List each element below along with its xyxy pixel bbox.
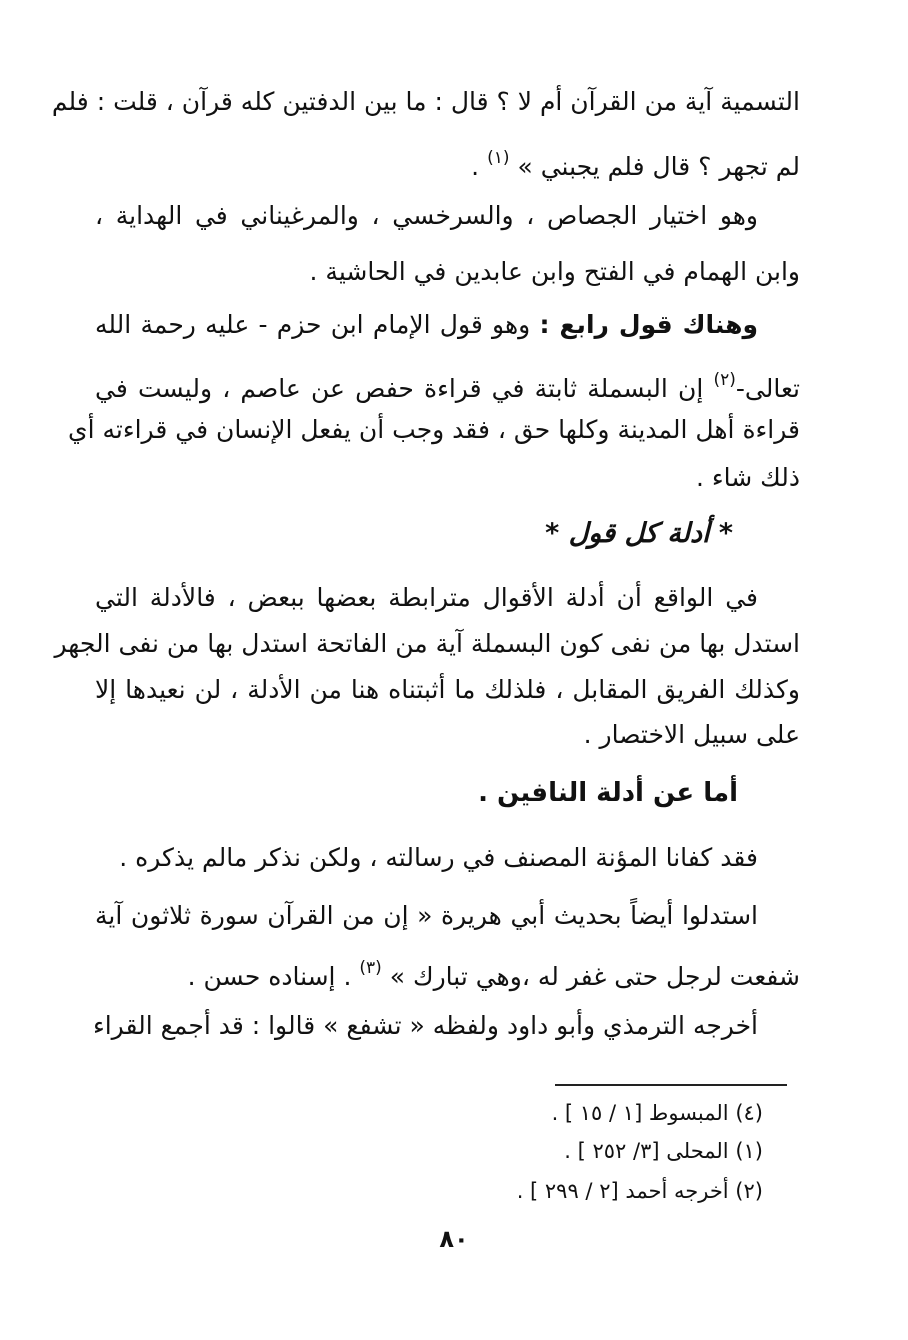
body-line-8: ذلك شاء .	[696, 463, 800, 492]
body-line-15-end: . إسناده حسن .	[187, 962, 352, 991]
body-line-14: استدلوا أيضاً بحديث أبي هريرة « إن من القرآن سورة ثلاثون آية	[95, 901, 758, 930]
body-line-16: أخرجه الترمذي وأبو داود ولفظه « تشفع » قالوا : قد أجمع القراء	[92, 1011, 758, 1040]
body-line-7: قراءة أهل المدينة وكلها حق ، فقد وجب أن يفعل الإنسان في قراءته أي	[68, 415, 800, 444]
body-line-3: وهو اختيار الجصاص ، والسرخسي ، والمرغيناني في الهداية ،	[95, 201, 758, 230]
section-heading-evidence: * أدلة كل قول *	[545, 518, 733, 549]
body-line-5-text: وهو قول الإمام ابن حزم - عليه رحمة الله	[95, 310, 531, 339]
body-line-6-text: إن البسملة ثابتة في قراءة حفص عن عاصم ، وليست في	[95, 374, 704, 403]
body-line-2-text: لم تجهر ؟ قال فلم يجبني »	[517, 152, 800, 181]
body-line-13: فقد كفانا المؤنة المصنف في رسالته ، ولكن نذكر مالم يذكره .	[119, 843, 758, 872]
section-heading-negators: أما عن أدلة النافين .	[478, 778, 738, 808]
footnote-2: (٢) أخرجه أحمد [٢ / ٢٩٩ ] .	[516, 1179, 763, 1203]
body-line-15-text: شفعت لرجل حتى غفر له ،وهي تبارك »	[389, 962, 800, 991]
footnote-ref-3: (٣)	[359, 958, 382, 978]
footnote-ref-1: (١)	[487, 148, 510, 168]
body-line-1: التسمية آية من القرآن أم لا ؟ قال : ما بين الدفتين كله قرآن ، قلت : فلم	[51, 87, 800, 116]
body-line-5	[95, 305, 758, 345]
footnote-divider	[555, 1084, 787, 1086]
body-line-6-start: تعالى-	[735, 374, 800, 403]
body-line-4: وابن الهمام في الفتح وابن عابدين في الحاشية .	[309, 257, 800, 286]
page-number: ٨٠	[439, 1225, 469, 1253]
footnote-ref-2: (٢)	[713, 370, 736, 390]
body-line-2	[95, 138, 800, 181]
body-line-2-period: .	[471, 152, 480, 181]
body-line-15	[95, 948, 800, 991]
footnote-4: (٤) المبسوط [١ / ١٥ ] .	[551, 1101, 763, 1125]
body-line-11: وكذلك الفريق المقابل ، فلذلك ما أثبتناه هنا من الأدلة ، لن نعيدها إلا	[95, 675, 800, 704]
body-line-12: على سبيل الاختصار .	[583, 720, 800, 749]
body-line-10: استدل بها من نفى كون البسملة آية من الفاتحة استدل بها من نفى الجهر	[54, 629, 800, 658]
body-line-9: في الواقع أن أدلة الأقوال مترابطة بعضها ببعض ، فالأدلة التي	[95, 583, 758, 612]
fourth-opinion-label: وهناك قول رابع :	[539, 310, 758, 339]
body-line-6	[95, 360, 800, 403]
footnote-1: (١) المحلى [٣/ ٢٥٢ ] .	[564, 1139, 763, 1163]
